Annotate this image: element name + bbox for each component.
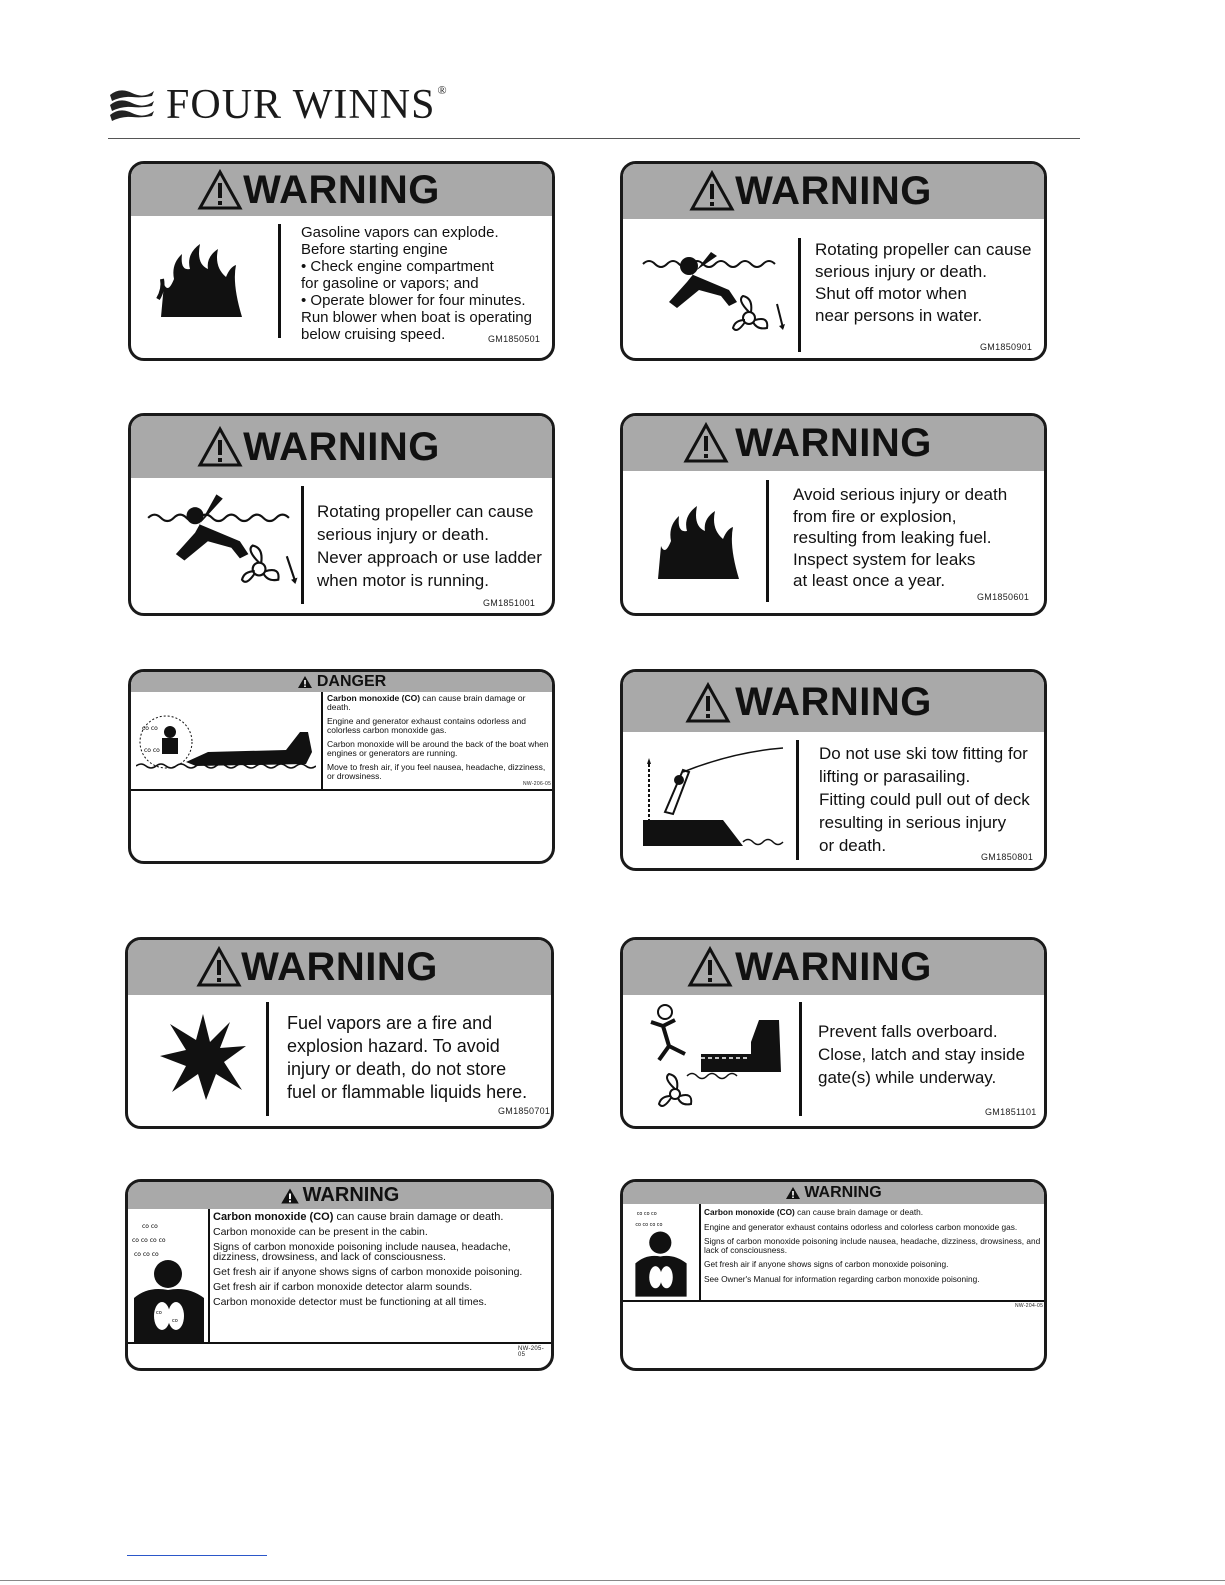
- label-code: NW-204-05: [1015, 1303, 1044, 1309]
- falling-person-icon: [641, 1002, 791, 1117]
- label-heading: WARNING: [623, 1182, 1044, 1204]
- label-message: Carbon monoxide (CO) can cause brain damage or death. Engine and generator exhaust contains odorless and colorless carbon monoxide gas. Signs of carbon monoxide poisoning include nausea, headache, dizziness, drowsiness, and lack of consciousness. Get fresh air if anyone shows signs of carbon monoxide poisoning. See Owner's Manual for information regarding carbon monoxide poisoning.: [704, 1207, 1041, 1284]
- label-co-manual: [620, 1179, 1047, 1371]
- label-heading: WARNING: [623, 672, 1044, 732]
- svg-text:co co: co co: [144, 747, 160, 754]
- svg-text:co: co: [172, 1318, 178, 1324]
- label-code: GM1850901: [980, 342, 1033, 352]
- warning-triangle-icon: [683, 422, 729, 464]
- warning-triangle-icon: [197, 426, 243, 468]
- warning-triangle-icon: [785, 1186, 801, 1200]
- label-leaking-fuel: [620, 413, 1047, 616]
- label-message: Rotating propeller can cause serious injury or death. Shut off motor when near persons in water.: [815, 240, 1032, 325]
- label-code: NW-205-05: [518, 1346, 544, 1358]
- label-message: Rotating propeller can cause serious injury or death. Never approach or use ladder when motor is running.: [317, 502, 542, 590]
- boat-exhaust-icon: [136, 702, 316, 777]
- svg-text:co co co co: co co co co: [132, 1237, 166, 1244]
- label-code: GM1850601: [977, 592, 1030, 602]
- fire-icon: [156, 239, 246, 319]
- warning-triangle-icon: [687, 946, 733, 988]
- brand-name: FOUR WINNS ®: [166, 82, 448, 128]
- label-propeller-shutoff: [620, 161, 1047, 361]
- warning-triangle-icon: [689, 170, 735, 212]
- label-heading: WARNING: [131, 416, 552, 478]
- warning-triangle-icon: [280, 1187, 300, 1205]
- svg-text:co co co: co co co: [636, 1211, 657, 1217]
- svg-text:co co: co co: [142, 1223, 158, 1230]
- label-heading: WARNING: [623, 940, 1044, 995]
- warning-triangle-icon: [196, 946, 242, 988]
- brand-logo: [108, 82, 448, 128]
- label-danger-co-boat: [128, 669, 555, 864]
- swimmer-propeller-icon: [146, 484, 306, 589]
- explosion-icon: [158, 1012, 248, 1102]
- footer-link-underline[interactable]: [127, 1555, 267, 1556]
- label-message: Carbon monoxide (CO) can cause brain damage or death. Engine and generator exhaust contains odorless and colorless carbon monoxide gas. Carbon monoxide will be around the back of the boat when engines or generators are running. Move to fresh air, if you feel nausea, headache, dizziness, or drowsiness.: [327, 693, 549, 781]
- label-ski-tow: [620, 669, 1047, 871]
- label-falls-overboard: [620, 937, 1047, 1129]
- co-person-icon: [130, 1220, 208, 1350]
- label-co-cabin: [125, 1179, 554, 1371]
- warning-triangle-icon: [197, 169, 243, 211]
- label-heading: WARNING: [623, 416, 1044, 471]
- label-heading: DANGER: [131, 672, 552, 692]
- label-message: Avoid serious injury or death from fire or explosion, resulting from leaking fuel. Inspect system for leaks at least once a year.: [793, 485, 1008, 590]
- label-message: Fuel vapors are a fire and explosion hazard. To avoid injury or death, do not store fuel or flammable liquids here.: [287, 1013, 528, 1102]
- label-message: Gasoline vapors can explode. Before starting engine • Check engine compartment for gasoline or vapors; and • Operate blower for four minutes. Run blower when boat is operating below cruising speed.: [301, 224, 532, 343]
- ski-tow-icon: [643, 742, 793, 852]
- label-heading: WARNING: [623, 164, 1044, 219]
- label-code: GM1850701: [498, 1106, 551, 1116]
- label-code: GM1851101: [985, 1107, 1037, 1117]
- label-heading: WARNING: [128, 940, 551, 995]
- svg-text:co co co: co co co: [134, 1251, 159, 1258]
- label-message: Prevent falls overboard. Close, latch and stay inside gate(s) while underway.: [818, 1022, 1025, 1087]
- fire-icon: [648, 501, 748, 581]
- label-fuel-vapors: [125, 937, 554, 1129]
- label-message: Carbon monoxide (CO) can cause brain damage or death. Carbon monoxide can be present in the cabin. Signs of carbon monoxide poisoning include nausea, headache, dizziness, drowsiness, and lack of consciousness. Get fresh air if anyone shows signs of carbon monoxide poisoning. Get fresh air if carbon monoxide detector alarm sounds. Carbon monoxide detector must be functioning at all times.: [213, 1211, 523, 1308]
- label-message: Do not use ski tow fitting for lifting or parasailing. Fitting could pull out of deck resulting in serious injury or death.: [819, 744, 1030, 855]
- co-person-icon: [625, 1208, 697, 1298]
- page-bottom-rule: [0, 1580, 1225, 1581]
- header-rule: [108, 138, 1080, 139]
- label-gasoline-vapors: [128, 161, 555, 361]
- svg-text:co co co co: co co co co: [635, 1223, 663, 1228]
- svg-text:co co: co co: [142, 725, 158, 732]
- label-code: GM1850801: [981, 852, 1034, 862]
- waves-logo-icon: [108, 85, 156, 125]
- label-code: NW-206-05: [523, 781, 552, 787]
- warning-triangle-icon: [685, 682, 731, 724]
- svg-text:co: co: [156, 1310, 162, 1316]
- swimmer-propeller-icon: [641, 242, 791, 337]
- label-propeller-ladder: [128, 413, 555, 616]
- label-heading: WARNING: [128, 1182, 551, 1209]
- warning-triangle-icon: [297, 675, 313, 689]
- label-code: GM1850501: [488, 334, 541, 344]
- label-code: GM1851001: [483, 598, 536, 608]
- label-heading: WARNING: [131, 164, 552, 216]
